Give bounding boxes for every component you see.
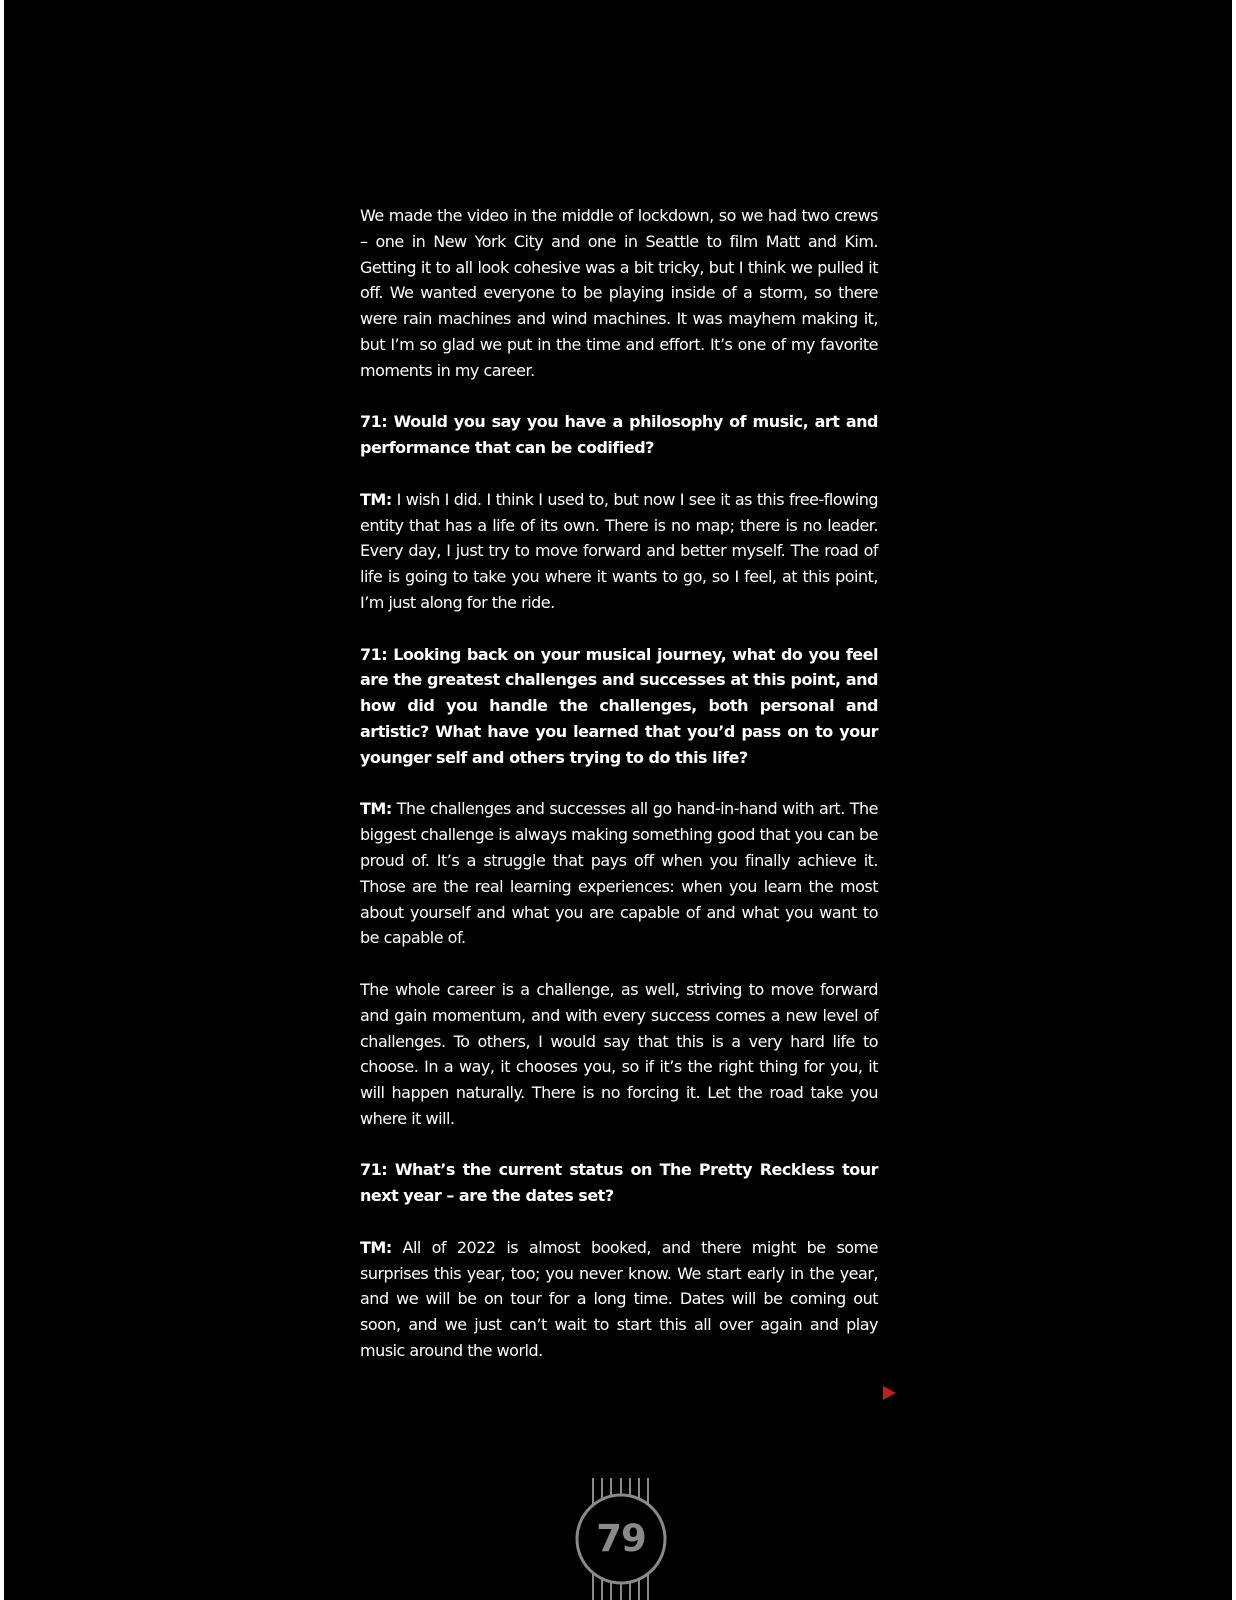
interview-question	[360, 409, 878, 461]
paragraph-text: The whole career is a challenge, as well, striving to move forward and gain momentum, and with every success comes a new level of challenges. To others, I would say that this is a very hard life to choose. In a way, it chooses you, so if it’s the right thing for you, it will happen naturally. There is no forcing it. Let the road take you where it will.	[360, 979, 878, 1128]
answer-text: All of 2022 is almost booked, and there might be some surprises this year, too; you never know. We start early in the year, and we will be on tour for a long time. Dates will be coming out soon, and we just can’t wait to start this all over again and play music around the world.	[360, 1237, 878, 1361]
paragraph-text: We made the video in the middle of lockdown, so we had two crews – one in New York City and one in Seattle to film Matt and Kim. Getting it to all look cohesive was a bit tricky, but I think we pulled it off. We wanted everyone to be playing inside of a storm, so there were rain machines and wind machines. It was mayhem making it, but I’m so glad we put in the time and effort. It’s one of my favorite moments in my career.	[360, 206, 878, 380]
question-text: 71: What’s the current status on The Pretty Reckless tour next year – are the dates set?	[360, 1160, 878, 1206]
speaker-label: TM:	[360, 489, 392, 509]
triangle-right-icon	[883, 1386, 896, 1400]
interview-question	[360, 1157, 878, 1209]
interview-answer	[360, 1235, 878, 1364]
answer-text: The challenges and successes all go hand-in-hand with art. The biggest challenge is always making something good that you can be proud of. It’s a struggle that pays off when you finally achieve it. Those are the real learning experiences: when you learn the most about yourself and what you are capable of and what you want to be capable of.	[360, 799, 878, 948]
answer-text: I wish I did. I think I used to, but now I see it as this free-flowing entity that has a life of its own. There is no map; there is no leader. Every day, I just try to move forward and better myself. The road of life is going to take you where it wants to go, so I feel, at this point, I’m just along for the ride.	[360, 489, 878, 612]
magazine-page	[4, 0, 1232, 1600]
speaker-label: TM:	[360, 1237, 392, 1257]
interview-answer	[360, 487, 878, 616]
question-text: 71: Looking back on your musical journey, what do you feel are the greatest challenges and successes at this point, and how did you handle the challenges, both personal and artistic? What have you learned that you’d pass on to your younger self and others trying to do this life?	[360, 644, 878, 767]
page-folio	[574, 1478, 668, 1600]
interview-answer	[360, 796, 878, 951]
interview-article	[360, 203, 878, 1364]
article-paragraph	[360, 977, 878, 1132]
article-paragraph	[360, 203, 878, 384]
page-number: 79	[596, 1517, 646, 1560]
speaker-label: TM:	[360, 799, 392, 819]
question-text: 71: Would you say you have a philosophy of music, art and performance that can be codified?	[360, 412, 878, 458]
interview-question	[360, 642, 878, 771]
